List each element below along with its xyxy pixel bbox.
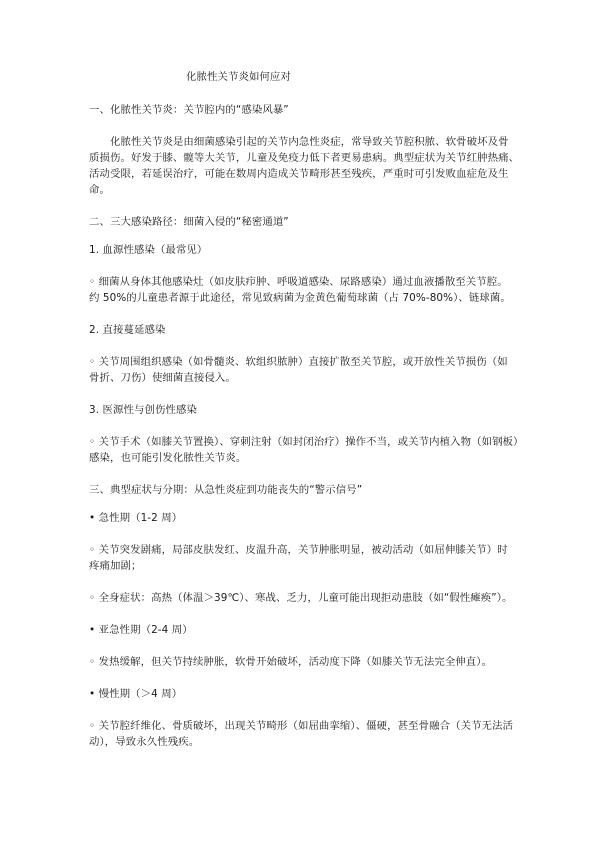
paragraph-line: ◦ 关节周围组织感染（如骨髓炎、软组织脓肿）直接扩散至关节腔，或开放性关节损伤（如 [89,356,508,368]
paragraph-line: 质损伤。好发于膝、髋等大关节，儿童及免疫力低下者更易患病。典型症状为关节红肿热痛、 [89,152,520,164]
subsection-title: 3. 医源性与创伤性感染 [89,404,197,416]
subsection-title: • 亚急性期（2-4 周） [89,624,193,636]
paragraph-line: ◦ 关节手术（如膝关节置换）、穿刺注射（如封闭治疗）操作不当，或关节内植入物（如钢板） [89,436,524,448]
paragraph-line: ◦ 发热缓解，但关节持续肿胀，软骨开始破坏，活动度下降（如膝关节无法完全伸直）。 [89,656,493,668]
paragraph-line: 化脓性关节炎是由细菌感染引起的关节内急性炎症，常导致关节腔积脓、软骨破坏及骨 [110,136,509,148]
paragraph-line: 命。 [89,184,110,196]
paragraph-line: 骨折、刀伤）使细菌直接侵入。 [89,372,236,384]
page-title: 化脓性关节炎如何应对 [186,71,291,83]
section-heading-2: 二、三大感染路径：细菌入侵的“秘密通道” [89,216,289,228]
paragraph-line: ◦ 细菌从身体其他感染灶（如皮肤疖肿、呼吸道感染、尿路感染）通过血液播散至关节腔。 [89,276,508,288]
paragraph-line: 活动受限，若延误治疗，可能在数周内造成关节畸形甚至残疾，严重时可引发败血症危及生 [89,168,509,180]
paragraph-line: ◦ 关节腔纤维化、骨质破坏，出现关节畸形（如屈曲挛缩）、僵硬，甚至骨融合（关节无法活 [89,720,514,732]
paragraph-line: 动），导致永久性残疾。 [89,736,200,748]
section-heading-3: 三、典型症状与分期：从急性炎症到功能丧失的“警示信号” [89,484,363,496]
subsection-title: • 慢性期（＞4 周） [89,688,183,700]
paragraph-line: 感染，也可能引发化脓性关节炎。 [89,452,247,464]
subsection-title: 1. 血源性感染（最常见） [89,244,208,256]
paragraph-line: ◦ 全身症状：高热（体温＞39℃）、寒战、乏力，儿童可能出现拒动患肢（如“假性瘫痪”）。 [89,592,513,604]
paragraph-line: 约 50%的儿童患者源于此途径，常见致病菌为金黄色葡萄球菌（占 70%-80%）、链球菌。 [89,292,511,304]
subsection-title: 2. 直接蔓延感染 [89,324,166,336]
paragraph-line: ◦ 关节突发剧痛，局部皮肤发红、皮温升高，关节肿胀明显，被动活动（如屈伸膝关节）时 [89,544,508,556]
subsection-title: • 急性期（1-2 周） [89,512,183,524]
paragraph-line: 疼痛加剧； [89,560,142,572]
section-heading-1: 一、化脓性关节炎：关节腔内的“感染风暴” [89,104,289,116]
